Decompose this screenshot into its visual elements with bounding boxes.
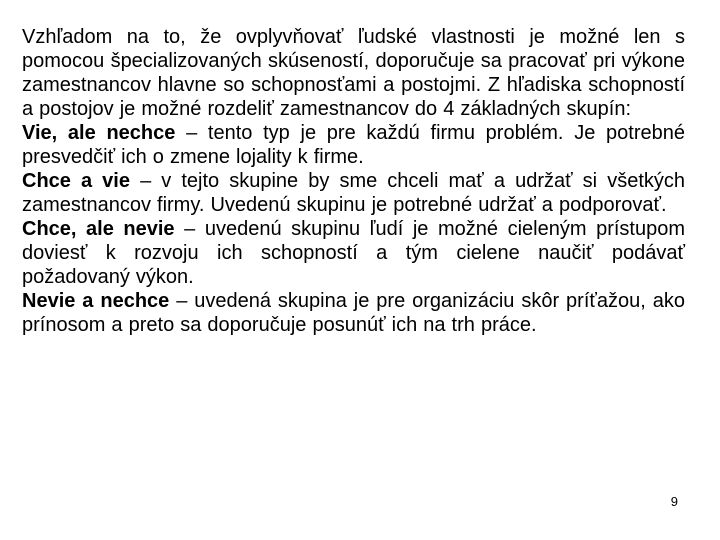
group-description: – uvedenú skupinu ľudí je možné cieleným prístupom doviesť k rozvoju ich schopností a tým cielene naučiť podávať požadovaný výkon. — [22, 218, 685, 288]
group-term: Nevie a nechce — [22, 290, 170, 312]
group-paragraph-chce-a-vie — [22, 169, 685, 217]
group-term: Vie, ale nechce — [22, 122, 176, 144]
intro-paragraph: Vzhľadom na to, že ovplyvňovať ľudské vlastnosti je možné len s pomocou špecializovaných skúseností, doporučuje sa pracovať pri výkone zamestnancov hlavne so schopnosťami a postojmi. Z hľadiska schopností a postojov je možné rozdeliť zamestnancov do 4 základných skupín: — [22, 26, 685, 120]
group-term: Chce a vie — [22, 170, 130, 192]
group-description: – v tejto skupine by sme chceli mať a udržať si všetkých zamestnancov firmy. Uvedenú skupinu je potrebné udržať a podporovať. — [22, 170, 686, 216]
group-paragraph-nevie-a-nechce — [22, 289, 685, 337]
slide-body — [22, 25, 685, 337]
group-description: – uvedená skupina je pre organizáciu skôr príťažou, ako prínosom a preto sa doporučuje posunúť ich na trh práce. — [22, 290, 686, 336]
group-paragraph-vie-ale-nechce — [22, 121, 685, 169]
group-description: – tento typ je pre každú firmu problém. Je potrebné presvedčiť ich o zmene lojality k firme. — [22, 122, 685, 168]
page-number: 9 — [670, 494, 678, 509]
group-paragraph-chce-ale-nevie — [22, 217, 685, 289]
group-term: Chce, ale nevie — [22, 218, 175, 240]
